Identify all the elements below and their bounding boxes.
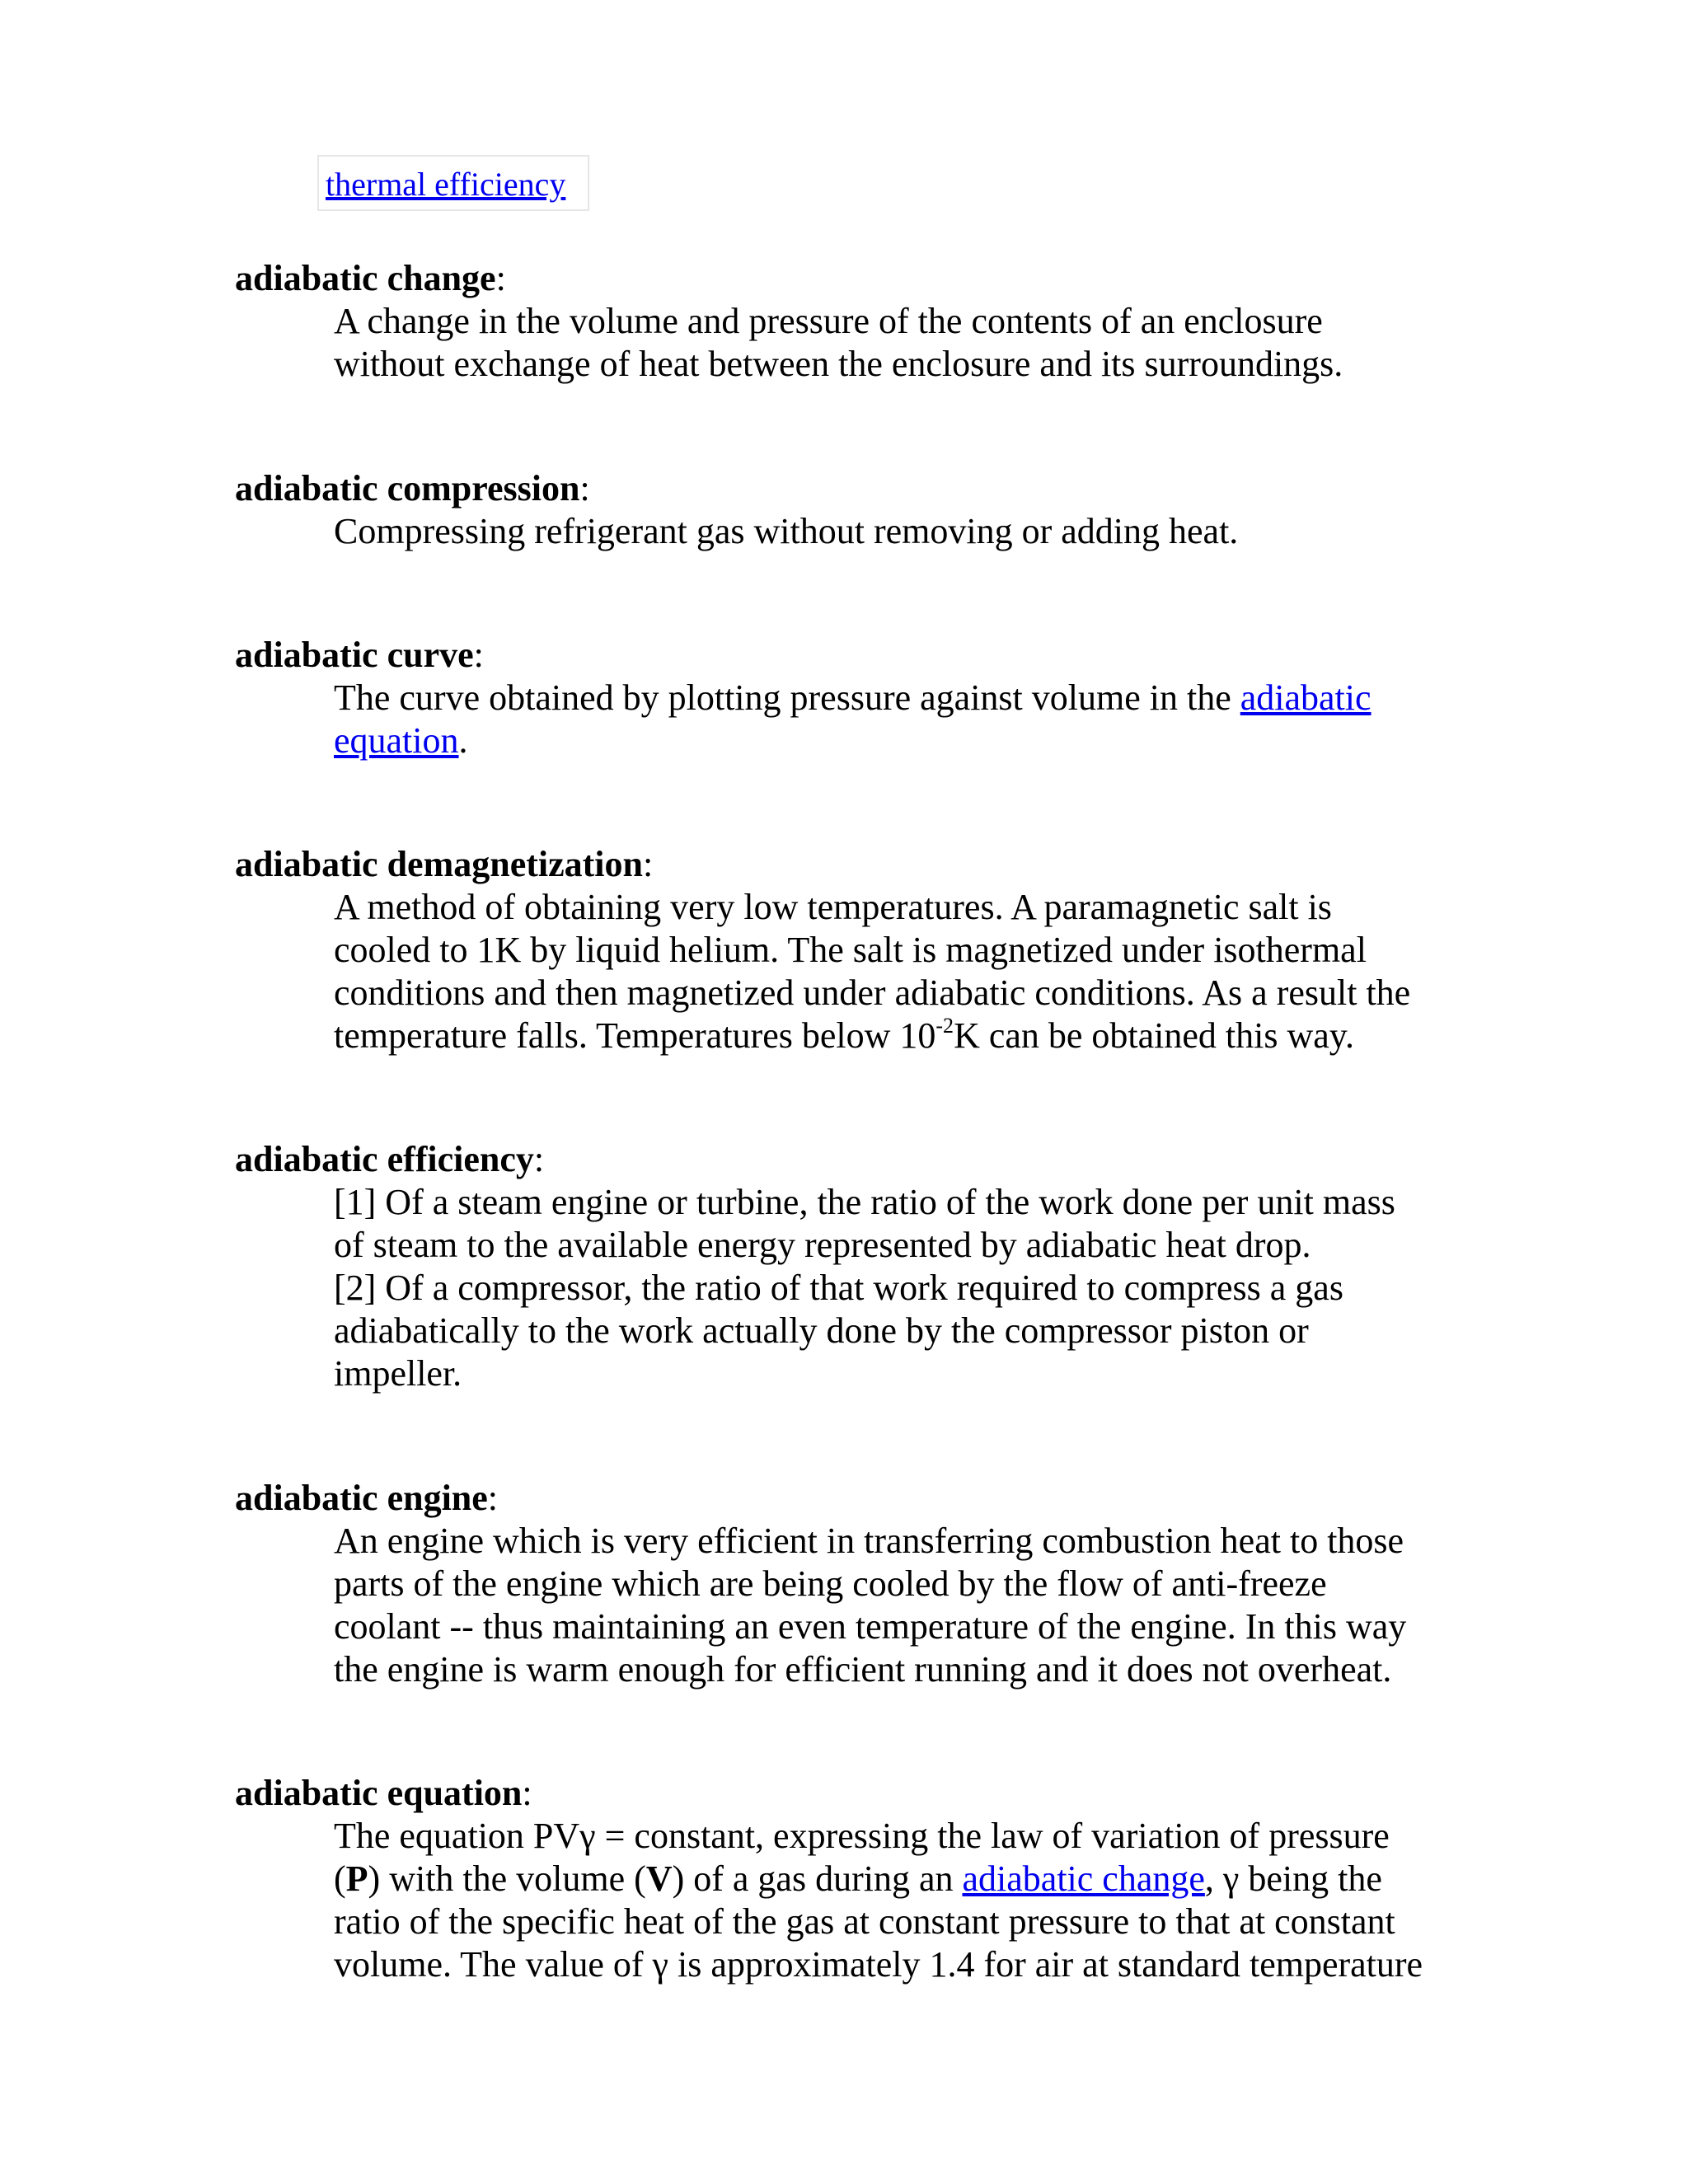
definition-line — [334, 677, 1504, 719]
pressure-symbol: P — [345, 1858, 368, 1899]
definition-line: Compressing refrigerant gas without removing or adding heat. — [334, 511, 1239, 551]
definition-line: coolant -- thus maintaining an even temperature of the engine. In this way — [334, 1606, 1407, 1647]
definition-line — [334, 1015, 1504, 1057]
definition-line: volume. The value of γ is approximately 1.4 for air at standard temperature — [334, 1944, 1423, 1985]
definition-line: of steam to the available energy represented by adiabatic heat drop. — [334, 1225, 1311, 1265]
definition-line: parts of the engine which are being cooled by the flow of anti-freeze — [334, 1563, 1327, 1604]
term-definition — [334, 1815, 1504, 1986]
definition-text: The curve obtained by plotting pressure against volume in the — [334, 677, 1240, 718]
definition-text: K can be obtained this way. — [954, 1015, 1354, 1056]
term-heading — [235, 634, 1471, 677]
term-definition — [334, 886, 1504, 1057]
definition-line: without exchange of heat between the enclosure and its surroundings. — [334, 344, 1343, 384]
entry-adiabatic-equation — [235, 1772, 1471, 1986]
definition-line: impeller. — [334, 1353, 462, 1394]
definition-text: . — [458, 720, 468, 761]
definition-line: conditions and then magnetized under adiabatic conditions. As a result the — [334, 972, 1411, 1013]
entry-adiabatic-demagnetization — [235, 843, 1471, 1057]
term-name: adiabatic compression — [235, 468, 580, 509]
definition-line: An engine which is very efficient in transferring combustion heat to those — [334, 1521, 1404, 1561]
definition-line: adiabatically to the work actually done by the compressor piston or — [334, 1310, 1309, 1351]
term-colon: : — [495, 258, 506, 298]
definition-text: ) with the volume ( — [368, 1858, 646, 1899]
definition-text: temperature falls. Temperatures below 10 — [334, 1015, 936, 1056]
term-colon: : — [487, 1478, 499, 1518]
volume-symbol: V — [645, 1858, 673, 1899]
entry-adiabatic-curve — [235, 634, 1471, 762]
definition-text: ( — [334, 1858, 346, 1899]
term-heading — [235, 1477, 1471, 1520]
definition-line: The equation PVγ = constant, expressing the law of variation of pressure — [334, 1816, 1390, 1856]
entry-adiabatic-compression — [235, 467, 1471, 553]
term-colon: : — [533, 1139, 545, 1179]
entry-adiabatic-efficiency — [235, 1138, 1471, 1395]
term-name: adiabatic engine — [235, 1478, 488, 1518]
term-name: adiabatic efficiency — [235, 1139, 534, 1179]
definition-line: [1] Of a steam engine or turbine, the ratio of the work done per unit mass — [334, 1182, 1395, 1222]
adiabatic-change-link[interactable]: adiabatic change — [962, 1858, 1205, 1899]
term-definition — [334, 677, 1504, 762]
entry-adiabatic-engine — [235, 1477, 1471, 1691]
definition-line: the engine is warm enough for efficient running and it does not overheat. — [334, 1649, 1392, 1690]
term-heading — [235, 257, 1471, 300]
term-name: adiabatic curve — [235, 635, 474, 675]
term-definition — [334, 1181, 1504, 1395]
term-definition — [334, 1520, 1504, 1691]
definition-text: , γ being the — [1204, 1858, 1382, 1899]
term-colon: : — [522, 1773, 532, 1813]
term-heading — [235, 1772, 1471, 1815]
term-heading — [235, 1138, 1471, 1181]
adiabatic-equation-link[interactable]: adiabatic — [1240, 677, 1372, 718]
thermal-efficiency-link[interactable]: thermal efficiency — [326, 166, 566, 203]
definition-line: [2] Of a compressor, the ratio of that work required to compress a gas — [334, 1268, 1343, 1308]
term-name: adiabatic change — [235, 258, 496, 298]
term-definition — [334, 510, 1504, 553]
term-definition — [334, 300, 1504, 386]
term-name: adiabatic demagnetization — [235, 844, 643, 884]
term-colon: : — [473, 635, 484, 675]
definition-line: A change in the volume and pressure of the contents of an enclosure — [334, 301, 1323, 341]
entry-adiabatic-change — [235, 257, 1471, 386]
definition-line: ratio of the specific heat of the gas at constant pressure to that at constant — [334, 1901, 1395, 1942]
definition-line: A method of obtaining very low temperatures. A paramagnetic salt is — [334, 887, 1332, 927]
definition-text: ) of a gas during an — [672, 1858, 963, 1899]
adiabatic-equation-link-continued[interactable]: equation — [334, 720, 459, 761]
term-heading — [235, 467, 1471, 510]
term-heading — [235, 843, 1471, 886]
term-colon: : — [642, 844, 654, 884]
top-link-box — [317, 155, 589, 211]
definition-line: cooled to 1K by liquid helium. The salt is magnetized under isothermal — [334, 930, 1367, 970]
term-name: adiabatic equation — [235, 1773, 523, 1813]
exponent: -2 — [935, 1014, 954, 1038]
definition-line — [334, 1858, 1504, 1900]
definition-line — [334, 719, 1504, 762]
term-colon: : — [579, 468, 590, 509]
